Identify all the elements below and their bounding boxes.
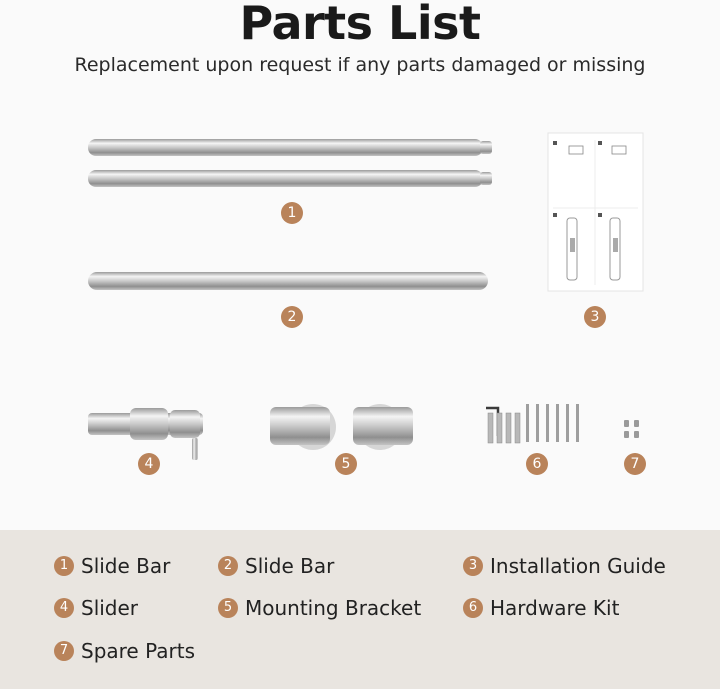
hardware-kit-part <box>486 404 579 443</box>
parts-legend <box>0 530 720 689</box>
legend-number: 7 <box>54 641 74 661</box>
legend-item-slide-bar-2 <box>218 554 334 578</box>
legend-label: Installation Guide <box>490 554 666 578</box>
legend-number: 4 <box>54 598 74 618</box>
legend-label: Spare Parts <box>81 639 195 663</box>
legend-item-hardware-kit <box>463 596 619 620</box>
legend-number: 2 <box>218 556 238 576</box>
part-badge-7: 7 <box>624 453 646 475</box>
slide-bar-2-part <box>88 272 488 290</box>
part-badge-2: 2 <box>281 306 303 328</box>
page-subtitle: Replacement upon request if any parts damaged or missing <box>74 54 646 76</box>
slide-bar-1-part <box>88 139 492 187</box>
legend-item-installation-guide <box>463 554 666 578</box>
legend-item-spare-parts <box>54 639 195 663</box>
legend-item-slide-bar-1 <box>54 554 170 578</box>
part-badge-5: 5 <box>335 453 357 475</box>
slider-part <box>88 408 203 460</box>
spare-parts-part <box>624 420 639 438</box>
legend-item-mounting-bracket <box>218 596 421 620</box>
page-title: Parts List <box>239 0 481 50</box>
part-badge-1: 1 <box>281 202 303 224</box>
legend-label: Slider <box>81 596 139 620</box>
legend-number: 6 <box>463 598 483 618</box>
part-badge-4: 4 <box>138 453 160 475</box>
legend-label: Slide Bar <box>81 554 171 578</box>
part-badge-3: 3 <box>584 306 606 328</box>
legend-number: 3 <box>463 556 483 576</box>
part-badge-6: 6 <box>526 453 548 475</box>
legend-label: Slide Bar <box>245 554 335 578</box>
legend-number: 5 <box>218 598 238 618</box>
mounting-bracket-part <box>270 404 413 450</box>
legend-item-slider <box>54 596 138 620</box>
legend-number: 1 <box>54 556 74 576</box>
legend-label: Hardware Kit <box>490 596 620 620</box>
legend-label: Mounting Bracket <box>245 596 422 620</box>
installation-guide-part <box>548 133 643 291</box>
